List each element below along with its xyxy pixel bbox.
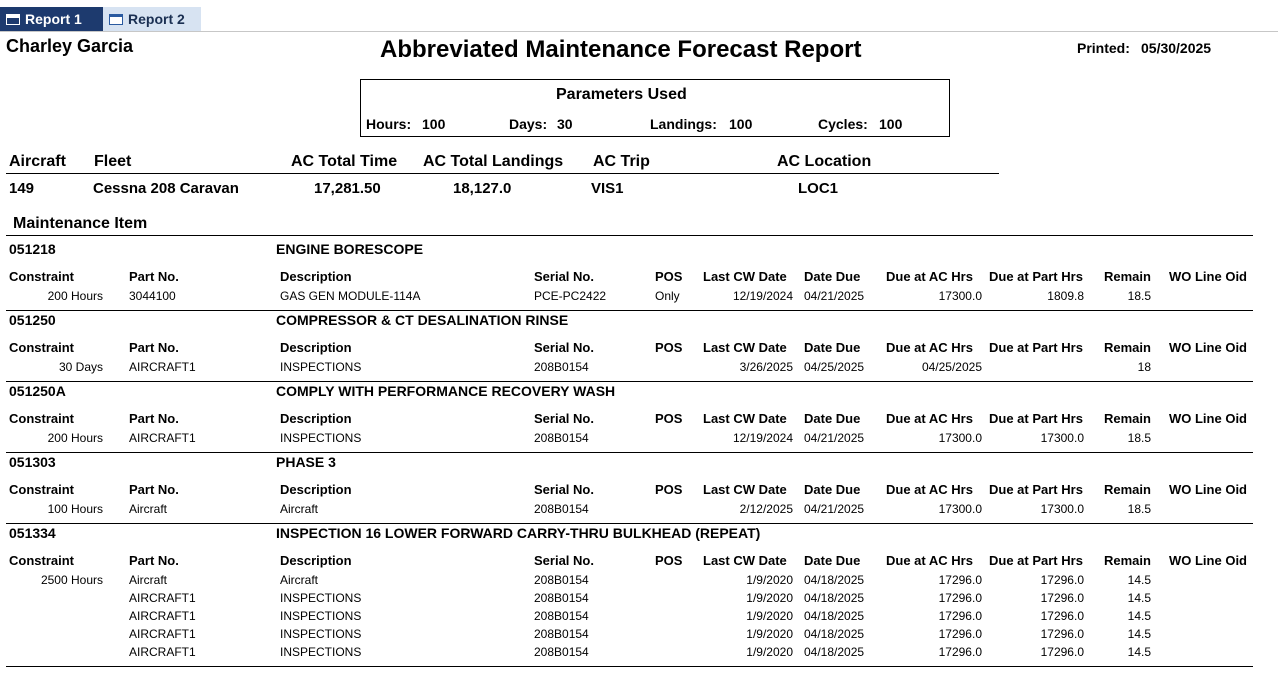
column-header-description: Description	[280, 340, 352, 355]
fleet-header: Fleet	[94, 153, 132, 170]
cell-due-part-hrs: 17296.0	[1040, 573, 1084, 587]
cell-constraint: 2500 Hours	[40, 573, 103, 587]
column-header-part-no: Part No.	[129, 340, 179, 355]
cell-part-no: AIRCRAFT1	[129, 645, 196, 659]
cell-date-due: 04/21/2025	[804, 431, 865, 445]
cell-date-due: 04/21/2025	[804, 502, 865, 516]
cell-constraint: 30 Days	[58, 360, 103, 374]
hours-value: 100	[422, 116, 446, 132]
column-header-due-part-hrs: Due at Part Hrs	[989, 411, 1083, 426]
cell-remain: 14.5	[1127, 609, 1151, 623]
cell-description: INSPECTIONS	[280, 627, 362, 641]
cell-serial-no: 208B0154	[534, 609, 589, 623]
cell-part-no: AIRCRAFT1	[129, 609, 196, 623]
cell-description: Aircraft	[280, 502, 319, 516]
column-header-remain: Remain	[1104, 269, 1151, 284]
item-divider	[6, 666, 1253, 667]
cell-serial-no: 208B0154	[534, 627, 589, 641]
aircraft-header: Aircraft	[9, 153, 66, 170]
cell-part-no: AIRCRAFT1	[129, 431, 196, 445]
cell-part-no: AIRCRAFT1	[129, 360, 196, 374]
cell-date-due: 04/18/2025	[804, 627, 865, 641]
column-header-date-due: Date Due	[804, 340, 861, 355]
cell-date-due: 04/18/2025	[804, 591, 865, 605]
landings-label: Landings:	[650, 116, 717, 132]
cell-remain: 14.5	[1127, 573, 1151, 587]
column-header-pos: POS	[655, 553, 683, 568]
tab-report-2[interactable]	[103, 7, 201, 31]
ac-location-header: AC Location	[777, 153, 872, 170]
cell-serial-no: PCE-PC2422	[534, 289, 607, 303]
column-header-wo-line-oid: WO Line Oid	[1169, 553, 1247, 568]
column-header-part-no: Part No.	[129, 482, 179, 497]
item-id: 051303	[9, 454, 56, 470]
column-header-part-no: Part No.	[129, 411, 179, 426]
column-header-pos: POS	[655, 482, 683, 497]
cell-part-no: AIRCRAFT1	[129, 591, 196, 605]
cell-part-no: AIRCRAFT1	[129, 627, 196, 641]
column-header-due-ac-hrs: Due at AC Hrs	[886, 411, 973, 426]
tab-label: Report 1	[25, 11, 82, 27]
column-header-due-ac-hrs: Due at AC Hrs	[886, 553, 973, 568]
cell-description: INSPECTIONS	[280, 609, 362, 623]
item-id: 051218	[9, 241, 56, 257]
cell-due-ac-hrs: 17296.0	[938, 645, 982, 659]
column-header-description: Description	[280, 482, 352, 497]
column-header-remain: Remain	[1104, 411, 1151, 426]
cycles-label: Cycles:	[818, 116, 868, 132]
cell-serial-no: 208B0154	[534, 431, 589, 445]
cell-serial-no: 208B0154	[534, 502, 589, 516]
column-header-last-cw-date: Last CW Date	[703, 482, 787, 497]
column-header-description: Description	[280, 411, 352, 426]
user-name: Charley Garcia	[6, 36, 134, 56]
cell-description: INSPECTIONS	[280, 360, 362, 374]
item-title: PHASE 3	[276, 454, 336, 470]
cell-due-part-hrs: 1809.8	[1047, 289, 1084, 303]
column-header-remain: Remain	[1104, 553, 1151, 568]
cell-date-due: 04/18/2025	[804, 573, 865, 587]
cell-serial-no: 208B0154	[534, 360, 589, 374]
cell-due-ac-hrs: 17300.0	[938, 502, 982, 516]
tab-report-1[interactable]	[0, 7, 103, 31]
maintenance-divider	[6, 235, 1253, 236]
cell-description: GAS GEN MODULE-114A	[280, 289, 421, 303]
cell-last-cw-date: 12/19/2024	[732, 431, 793, 445]
cell-last-cw-date: 1/9/2020	[746, 573, 793, 587]
tab-label: Report 2	[128, 11, 185, 27]
column-header-wo-line-oid: WO Line Oid	[1169, 340, 1247, 355]
column-header-due-ac-hrs: Due at AC Hrs	[886, 269, 973, 284]
ac-location-value: LOC1	[798, 180, 839, 197]
cell-description: INSPECTIONS	[280, 645, 362, 659]
cell-due-part-hrs: 17296.0	[1040, 591, 1084, 605]
ac-trip-value: VIS1	[591, 180, 624, 197]
cell-constraint: 200 Hours	[47, 431, 103, 445]
ac-total-landings-header: AC Total Landings	[423, 153, 564, 170]
cell-part-no: Aircraft	[129, 502, 168, 516]
days-value: 30	[557, 116, 573, 132]
cell-constraint: 100 Hours	[47, 502, 103, 516]
maintenance-item-label: Maintenance Item	[13, 215, 148, 232]
cell-due-part-hrs: 17300.0	[1040, 502, 1084, 516]
cell-last-cw-date: 12/19/2024	[732, 289, 793, 303]
column-header-date-due: Date Due	[804, 482, 861, 497]
column-header-due-ac-hrs: Due at AC Hrs	[886, 482, 973, 497]
column-header-remain: Remain	[1104, 340, 1151, 355]
cell-due-ac-hrs: 17296.0	[938, 627, 982, 641]
cell-part-no: Aircraft	[129, 573, 168, 587]
column-header-part-no: Part No.	[129, 553, 179, 568]
cell-last-cw-date: 2/12/2025	[739, 502, 793, 516]
column-header-due-part-hrs: Due at Part Hrs	[989, 340, 1083, 355]
column-header-date-due: Date Due	[804, 269, 861, 284]
item-divider	[6, 452, 1253, 453]
column-header-last-cw-date: Last CW Date	[703, 340, 787, 355]
cell-due-part-hrs: 17300.0	[1040, 431, 1084, 445]
column-header-constraint: Constraint	[9, 269, 74, 284]
column-header-date-due: Date Due	[804, 553, 861, 568]
column-header-pos: POS	[655, 411, 683, 426]
cell-date-due: 04/21/2025	[804, 289, 865, 303]
report-icon	[109, 14, 123, 25]
column-header-wo-line-oid: WO Line Oid	[1169, 482, 1247, 497]
cell-last-cw-date: 1/9/2020	[746, 591, 793, 605]
column-header-description: Description	[280, 269, 352, 284]
cell-due-part-hrs: 17296.0	[1040, 609, 1084, 623]
cell-remain: 18.5	[1127, 431, 1151, 445]
page-title: Abbreviated Maintenance Forecast Report	[380, 36, 862, 63]
cell-serial-no: 208B0154	[534, 645, 589, 659]
parameters-heading: Parameters Used	[556, 86, 687, 103]
column-header-due-part-hrs: Due at Part Hrs	[989, 269, 1083, 284]
cell-serial-no: 208B0154	[534, 573, 589, 587]
cell-description: INSPECTIONS	[280, 431, 362, 445]
cell-due-ac-hrs: 17300.0	[938, 289, 982, 303]
cell-last-cw-date: 1/9/2020	[746, 609, 793, 623]
column-header-wo-line-oid: WO Line Oid	[1169, 411, 1247, 426]
cell-part-no: 3044100	[129, 289, 176, 303]
cell-constraint: 200 Hours	[47, 289, 103, 303]
cell-remain: 14.5	[1127, 645, 1151, 659]
column-header-last-cw-date: Last CW Date	[703, 411, 787, 426]
cell-description: Aircraft	[280, 573, 319, 587]
cell-remain: 18.5	[1127, 289, 1151, 303]
cell-remain: 18.5	[1127, 502, 1151, 516]
cell-pos: Only	[655, 289, 680, 303]
column-header-serial-no: Serial No.	[534, 482, 594, 497]
cell-due-ac-hrs: 17296.0	[938, 591, 982, 605]
item-title: COMPRESSOR & CT DESALINATION RINSE	[276, 312, 569, 328]
column-header-part-no: Part No.	[129, 269, 179, 284]
cell-serial-no: 208B0154	[534, 591, 589, 605]
column-header-serial-no: Serial No.	[534, 411, 594, 426]
column-header-last-cw-date: Last CW Date	[703, 269, 787, 284]
landings-value: 100	[729, 116, 753, 132]
days-label: Days:	[509, 116, 548, 132]
cell-due-ac-hrs: 17296.0	[938, 573, 982, 587]
printed-label: Printed:	[1077, 40, 1130, 56]
column-header-constraint: Constraint	[9, 553, 74, 568]
column-header-date-due: Date Due	[804, 411, 861, 426]
column-header-serial-no: Serial No.	[534, 553, 594, 568]
column-header-last-cw-date: Last CW Date	[703, 553, 787, 568]
item-title: ENGINE BORESCOPE	[276, 241, 424, 257]
column-header-due-part-hrs: Due at Part Hrs	[989, 553, 1083, 568]
cell-date-due: 04/18/2025	[804, 645, 865, 659]
column-header-constraint: Constraint	[9, 411, 74, 426]
cell-last-cw-date: 1/9/2020	[746, 627, 793, 641]
item-id: 051250	[9, 312, 56, 328]
cycles-value: 100	[879, 116, 903, 132]
cell-last-cw-date: 1/9/2020	[746, 645, 793, 659]
cell-remain: 18	[1137, 360, 1151, 374]
column-header-description: Description	[280, 553, 352, 568]
report-tab-bar	[0, 0, 1278, 32]
fleet-value: Cessna 208 Caravan	[93, 180, 239, 197]
ac-trip-header: AC Trip	[593, 153, 650, 170]
column-header-due-part-hrs: Due at Part Hrs	[989, 482, 1083, 497]
printed-date: 05/30/2025	[1141, 40, 1212, 56]
cell-due-ac-hrs: 17296.0	[938, 609, 982, 623]
cell-remain: 14.5	[1127, 627, 1151, 641]
item-divider	[6, 310, 1253, 311]
cell-description: INSPECTIONS	[280, 591, 362, 605]
column-header-constraint: Constraint	[9, 482, 74, 497]
cell-due-ac-hrs: 17300.0	[938, 431, 982, 445]
item-title: INSPECTION 16 LOWER FORWARD CARRY-THRU BULKHEAD (REPEAT)	[276, 525, 761, 541]
column-header-due-ac-hrs: Due at AC Hrs	[886, 340, 973, 355]
cell-due-part-hrs: 17296.0	[1040, 627, 1084, 641]
column-header-serial-no: Serial No.	[534, 340, 594, 355]
report-icon	[6, 14, 20, 25]
aircraft-value: 149	[9, 180, 35, 197]
ac-total-time-value: 17,281.50	[314, 180, 381, 197]
item-id: 051334	[9, 525, 56, 541]
column-header-pos: POS	[655, 269, 683, 284]
column-header-pos: POS	[655, 340, 683, 355]
item-id: 051250A	[9, 383, 66, 399]
column-header-wo-line-oid: WO Line Oid	[1169, 269, 1247, 284]
ac-total-time-header: AC Total Time	[291, 153, 398, 170]
cell-remain: 14.5	[1127, 591, 1151, 605]
item-divider	[6, 381, 1253, 382]
ac-total-landings-value: 18,127.0	[453, 180, 512, 197]
aircraft-divider	[6, 173, 999, 174]
column-header-remain: Remain	[1104, 482, 1151, 497]
column-header-constraint: Constraint	[9, 340, 74, 355]
hours-label: Hours:	[366, 116, 412, 132]
item-title: COMPLY WITH PERFORMANCE RECOVERY WASH	[276, 383, 616, 399]
item-divider	[6, 523, 1253, 524]
cell-due-part-hrs: 17296.0	[1040, 645, 1084, 659]
cell-date-due: 04/25/2025	[804, 360, 865, 374]
cell-due-ac-hrs: 04/25/2025	[921, 360, 982, 374]
cell-last-cw-date: 3/26/2025	[739, 360, 793, 374]
column-header-serial-no: Serial No.	[534, 269, 594, 284]
cell-date-due: 04/18/2025	[804, 609, 865, 623]
